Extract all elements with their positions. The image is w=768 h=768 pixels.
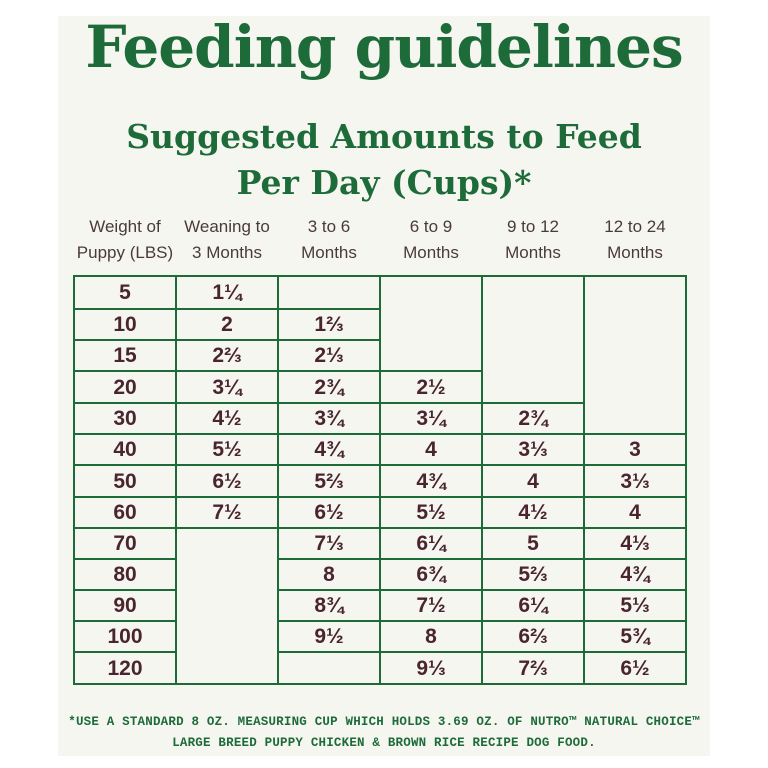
column-header: 9 to 12 Months <box>505 217 561 262</box>
weight-cell: 60 <box>113 501 137 524</box>
amount-cell: 4¾ <box>620 563 650 586</box>
amount-cell: 4⅓ <box>620 532 650 555</box>
amount-cell: 2½ <box>416 375 446 399</box>
weight-cell: 15 <box>113 344 137 367</box>
amount-cell: 6¾ <box>416 563 446 586</box>
amount-cell: 8 <box>323 563 335 586</box>
amount-cell: 2⅔ <box>212 344 242 367</box>
footnote-line-1: *USE A STANDARD 8 OZ. MEASURING CUP WHICH HOLDS 3.69 OZ. OF NUTRO™ NATURAL CHOICE™ <box>68 715 700 729</box>
amount-cell: 8¾ <box>314 594 344 617</box>
column-header: 12 to 24 Months <box>604 217 666 262</box>
weight-cell: 80 <box>113 563 137 586</box>
amount-cell: 4¾ <box>314 438 344 461</box>
footnote-line-2: LARGE BREED PUPPY CHICKEN & BROWN RICE RECIPE DOG FOOD. <box>172 736 596 750</box>
amount-cell: 6¼ <box>416 532 446 555</box>
amount-cell: 4 <box>527 469 539 493</box>
amount-cell: 3¼ <box>416 407 446 430</box>
amount-cell: 2⅓ <box>314 344 344 367</box>
weight-cell: 20 <box>113 375 137 399</box>
amount-cell: 3¼ <box>212 375 242 399</box>
amount-cell: 5⅔ <box>518 563 548 586</box>
weight-cell: 30 <box>113 407 137 430</box>
amount-cell: 6½ <box>314 501 344 524</box>
page-title: Feeding guidelines <box>85 13 683 81</box>
amount-cell: 7⅓ <box>314 532 344 555</box>
amount-cell: 4½ <box>518 501 548 524</box>
amount-cell: 6¼ <box>518 594 548 617</box>
amount-cell: 3 <box>629 438 641 461</box>
subtitle-line-1: Suggested Amounts to Feed <box>126 117 642 156</box>
column-header: 3 to 6 Months <box>301 217 357 262</box>
amount-cell: 3⅓ <box>620 469 650 493</box>
amount-cell: 3¾ <box>314 407 344 430</box>
column-header: Weight of Puppy (LBS) <box>76 217 174 262</box>
weight-cell: 70 <box>113 532 137 555</box>
amount-cell: 6⅔ <box>518 625 548 648</box>
amount-cell: 4 <box>425 438 437 461</box>
amount-cell: 8 <box>425 625 437 648</box>
amount-cell: 5¾ <box>620 625 650 648</box>
amount-cell: 2 <box>221 313 233 336</box>
subtitle <box>0 114 768 206</box>
amount-cell: 5⅔ <box>314 469 344 493</box>
weight-cell: 100 <box>107 625 143 648</box>
weight-cell: 5 <box>119 281 131 304</box>
amount-cell: 5½ <box>212 438 242 461</box>
weight-cell: 10 <box>113 313 137 336</box>
amount-cell: 4½ <box>212 407 242 430</box>
column-header: 6 to 9 Months <box>403 217 459 262</box>
amount-cell: 4¾ <box>416 469 446 493</box>
amount-cell: 4 <box>629 501 641 524</box>
amount-cell: 6½ <box>212 469 242 493</box>
amount-cell: 7⅔ <box>518 656 548 680</box>
amount-cell: 5½ <box>416 501 446 524</box>
amount-cell: 1¼ <box>212 281 242 304</box>
weight-cell: 50 <box>113 469 137 493</box>
amount-cell: 7½ <box>212 501 242 524</box>
amount-cell: 5⅓ <box>620 594 650 617</box>
amount-cell: 9½ <box>314 625 344 648</box>
subtitle-line-2: Per Day (Cups)* <box>236 163 532 202</box>
column-header: Weaning to 3 Months <box>184 217 270 262</box>
weight-cell: 40 <box>113 438 137 461</box>
amount-cell: 6½ <box>620 656 650 680</box>
amount-cell: 2¾ <box>518 407 548 430</box>
weight-cell: 120 <box>107 656 143 680</box>
amount-cell: 1⅔ <box>314 313 344 336</box>
amount-cell: 3⅓ <box>518 438 548 461</box>
amount-cell: 5 <box>527 532 539 555</box>
amount-cell: 9⅓ <box>416 656 446 680</box>
weight-cell: 90 <box>113 594 137 617</box>
amount-cell: 7½ <box>416 594 446 617</box>
amount-cell: 2¾ <box>314 375 344 399</box>
